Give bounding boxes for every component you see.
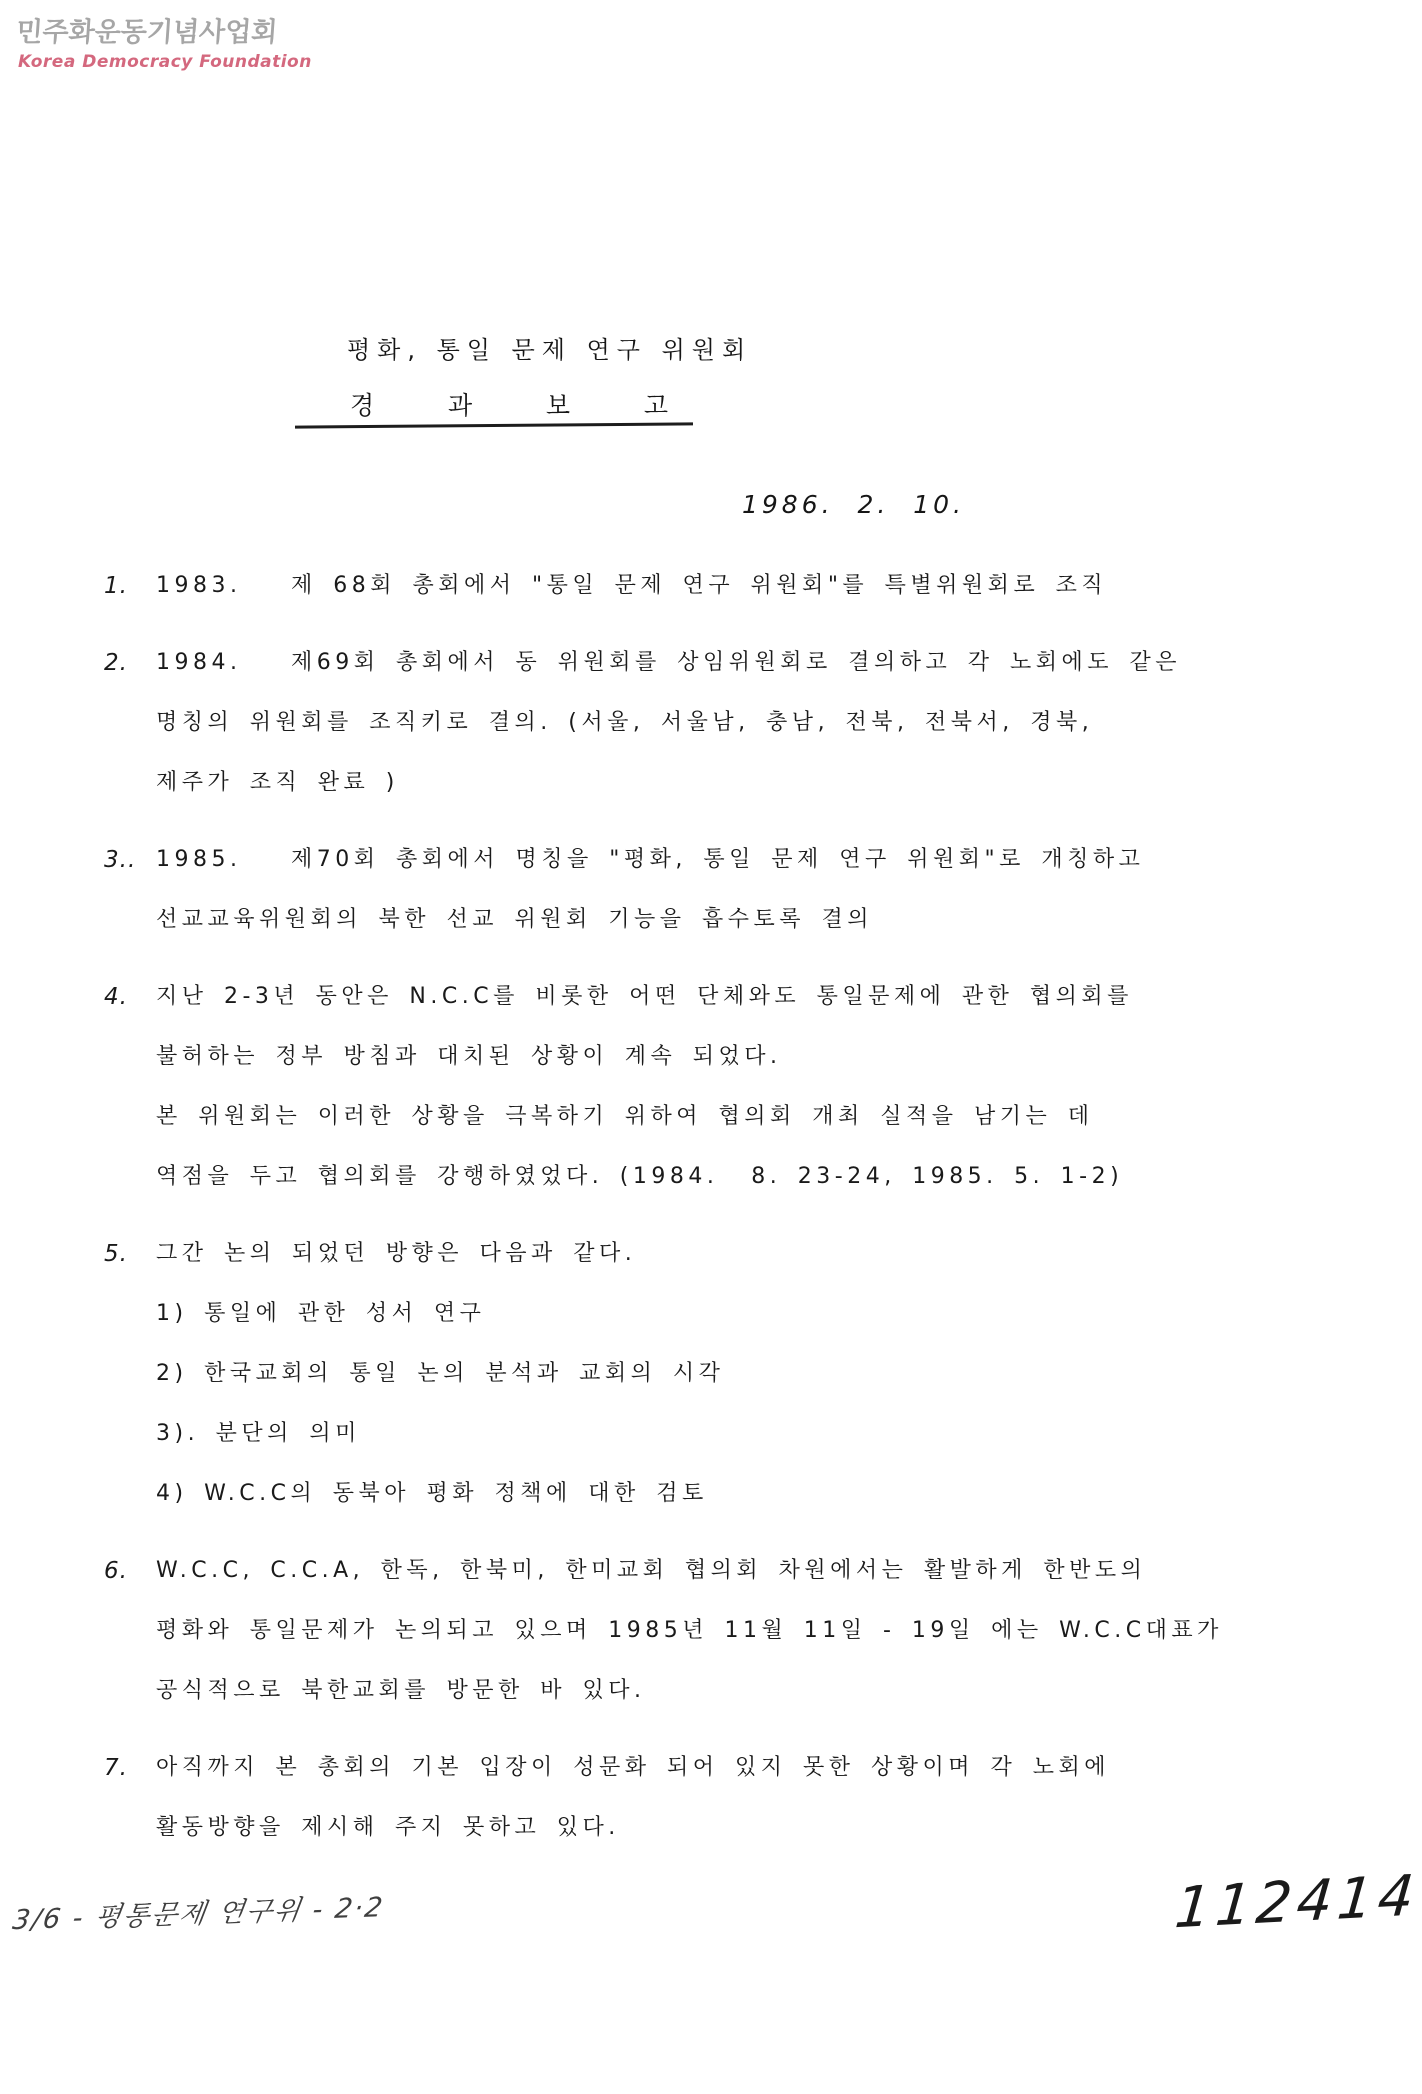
subtitle-char: 과 — [447, 391, 473, 420]
item-subline: 4) W.C.C의 동북아 평화 정책에 대한 검토 — [156, 1481, 708, 1506]
item-number: 6. — [104, 1558, 128, 1584]
subtitle-char: 고 — [643, 391, 668, 420]
numbered-list — [104, 556, 1374, 1875]
item-line: W.C.C, C.C.A, 한독, 한북미, 한미교회 협의회 차원에서는 활발하게 한반도의 — [156, 1558, 1147, 1583]
item-subline: 2) 한국교회의 통일 논의 분석과 교회의 시각 — [156, 1361, 725, 1386]
list-item-3 — [104, 830, 1374, 950]
item-number: 1. — [104, 573, 128, 599]
item-number: 7. — [104, 1755, 128, 1781]
item-text — [156, 1541, 1374, 1721]
item-text — [156, 556, 1374, 616]
document-title: 평화, 통일 문제 연구 위원회 — [347, 336, 753, 364]
item-subline: 1) 통일에 관한 성서 연구 — [156, 1301, 486, 1326]
item-text — [156, 633, 1374, 813]
item-line: 그간 논의 되었던 방향은 다음과 같다. — [156, 1241, 637, 1266]
list-item-4 — [104, 967, 1374, 1207]
list-item-6 — [104, 1541, 1374, 1721]
item-text — [156, 1224, 1374, 1524]
item-line: 선교교육위원회의 북한 선교 위원회 기능을 흡수토록 결의 — [156, 907, 874, 932]
item-line: 아직까지 본 총회의 기본 입장이 성문화 되어 있지 못한 상황이며 각 노회에 — [156, 1755, 1110, 1780]
item-line: 활동방향을 제시해 주지 못하고 있다. — [156, 1815, 620, 1840]
title-underline — [295, 422, 693, 428]
item-number: 4. — [104, 984, 128, 1010]
item-line: 1984. 제69회 총회에서 동 위원회를 상임위원회로 결의하고 각 노회에도 같은 — [156, 650, 1181, 675]
list-item-7 — [104, 1738, 1374, 1858]
item-line: 불허하는 정부 방침과 대치된 상황이 계속 되었다. — [156, 1044, 782, 1069]
logo-english-text: Korea Democracy Foundation — [18, 52, 312, 72]
item-line: 본 위원회는 이러한 상황을 극복하기 위하여 협의회 개최 실적을 남기는 데 — [156, 1104, 1094, 1129]
item-subline: 3). 분단의 의미 — [156, 1421, 361, 1446]
item-number: 2. — [104, 650, 128, 676]
item-line: 평화와 통일문제가 논의되고 있으며 1985년 11월 11일 - 19일 에는 W.C.C대표가 — [156, 1618, 1223, 1643]
item-number: 5. — [104, 1241, 128, 1267]
document-date: 1986. 2. 10. — [742, 490, 965, 519]
logo-korean-text: 민주화운동기념사업회 — [15, 17, 279, 48]
document-subtitle — [350, 386, 668, 422]
subtitle-char: 경 — [350, 391, 375, 420]
subtitle-char: 보 — [545, 391, 571, 420]
korea-democracy-foundation-logo — [15, 10, 312, 72]
list-item-1 — [104, 556, 1374, 616]
list-item-2 — [104, 633, 1374, 813]
handwritten-page-number: 112414 — [1172, 1863, 1422, 1942]
item-line: 1983. 제 68회 총회에서 "통일 문제 연구 위원회"를 특별위원회로 조직 — [156, 573, 1108, 598]
handwritten-archive-note: 3/6 - 평통문제 연구위 - 2·2 — [10, 1892, 387, 1937]
item-text — [156, 830, 1374, 950]
item-line: 1985. 제70회 총회에서 명칭을 "평화, 통일 문제 연구 위원회"로 개칭하고 — [156, 847, 1145, 872]
item-line: 공식적으로 북한교회를 방문한 바 있다. — [156, 1678, 646, 1703]
item-line: 제주가 조직 완료 ) — [156, 770, 399, 795]
item-text — [156, 967, 1374, 1207]
item-number: 3.. — [104, 847, 137, 873]
item-line: 역점을 두고 협의회를 강행하였었다. (1984. 8. 23-24, 1985. 5. 1-2) — [156, 1164, 1124, 1189]
item-line: 지난 2-3년 동안은 N.C.C를 비롯한 어떤 단체와도 통일문제에 관한 협의회를 — [156, 984, 1133, 1009]
item-text — [156, 1738, 1374, 1858]
item-line: 명칭의 위원회를 조직키로 결의. (서울, 서울남, 충남, 전북, 전북서, 경북, — [156, 710, 1094, 735]
list-item-5 — [104, 1224, 1374, 1524]
